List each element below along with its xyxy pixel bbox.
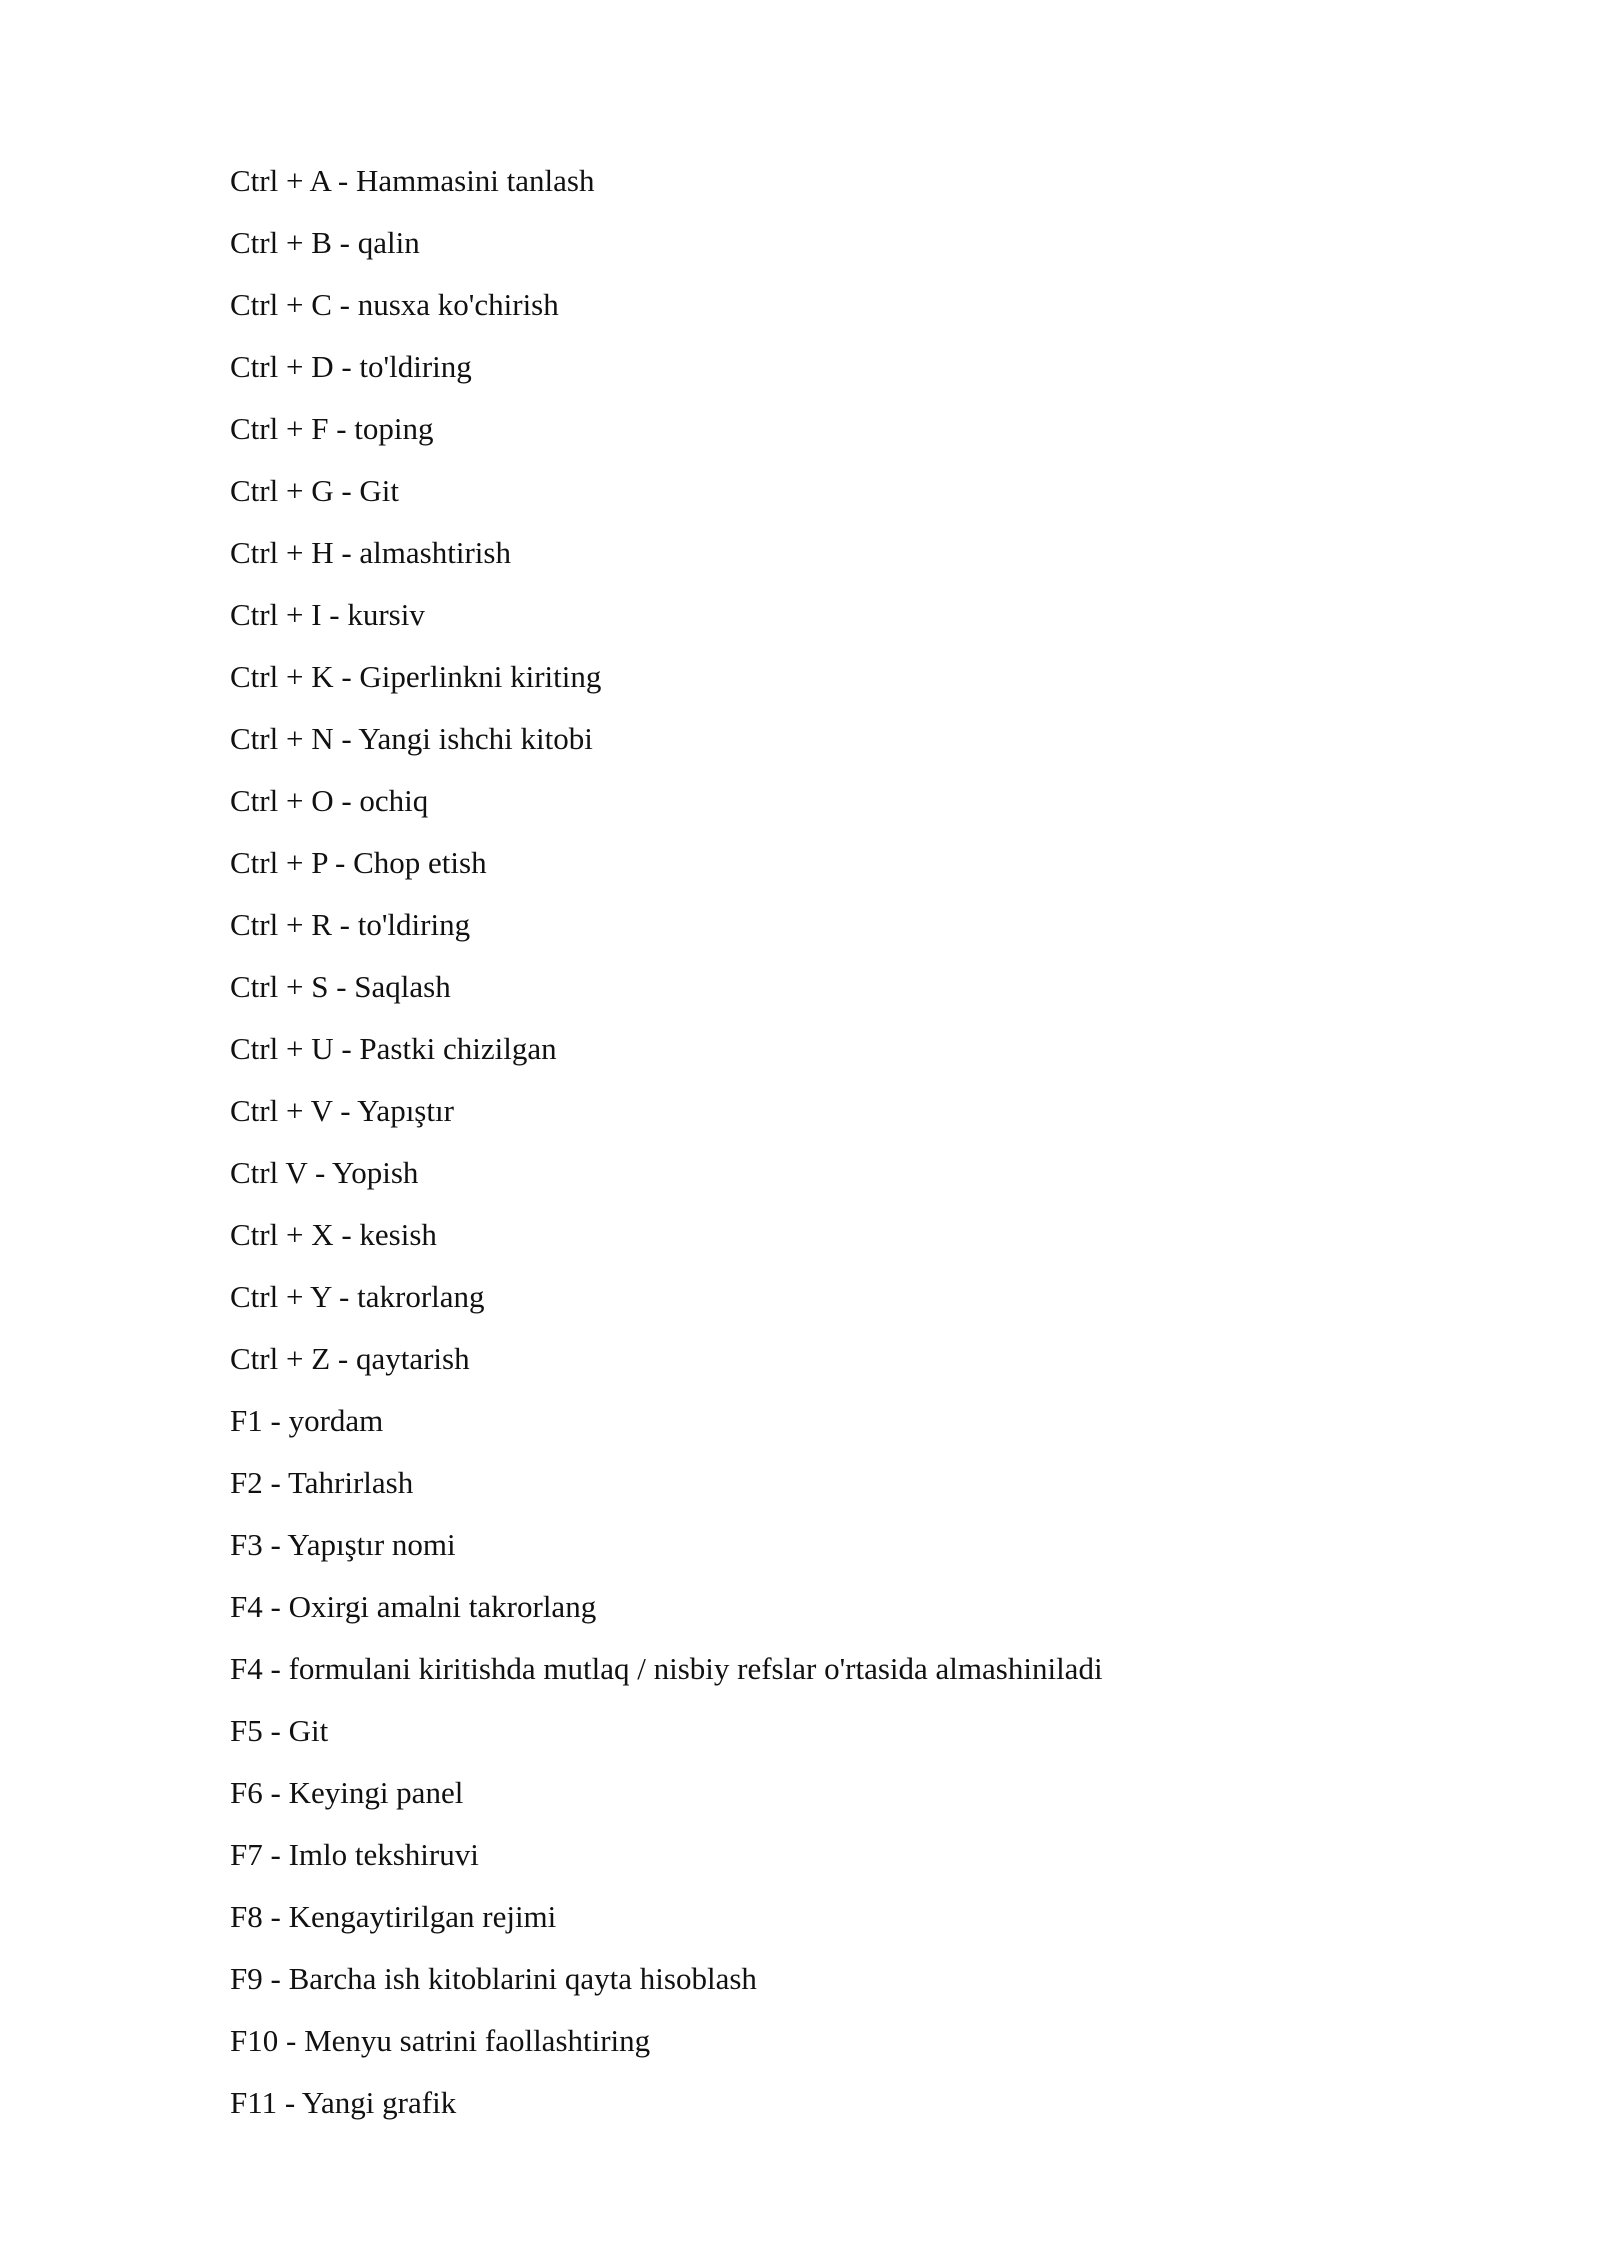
shortcut-line: F6 - Keyingi panel bbox=[230, 1775, 464, 1810]
shortcut-line: Ctrl + C - nusxa ko'chirish bbox=[230, 287, 559, 322]
shortcut-line: Ctrl V - Yopish bbox=[230, 1155, 419, 1190]
shortcut-line: F4 - Oxirgi amalni takrorlang bbox=[230, 1589, 597, 1624]
shortcut-line: F9 - Barcha ish kitoblarini qayta hisoblash bbox=[230, 1961, 757, 1996]
shortcut-line: F4 - formulani kiritishda mutlaq / nisbiy refslar o'rtasida almashiniladi bbox=[230, 1651, 1103, 1686]
shortcut-line: F11 - Yangi grafik bbox=[230, 2085, 457, 2120]
shortcut-line: Ctrl + H - almashtirish bbox=[230, 535, 511, 570]
shortcut-line: Ctrl + Y - takrorlang bbox=[230, 1279, 485, 1314]
shortcut-line: Ctrl + U - Pastki chizilgan bbox=[230, 1031, 557, 1066]
shortcut-line: Ctrl + P - Chop etish bbox=[230, 845, 487, 880]
shortcut-list bbox=[230, 150, 1103, 2134]
shortcut-line: Ctrl + V - Yapıştır bbox=[230, 1093, 454, 1128]
shortcut-line: Ctrl + N - Yangi ishchi kitobi bbox=[230, 721, 593, 756]
shortcut-line: Ctrl + F - toping bbox=[230, 411, 434, 446]
shortcut-line: F5 - Git bbox=[230, 1713, 329, 1748]
shortcut-line: Ctrl + I - kursiv bbox=[230, 597, 425, 632]
shortcut-line: Ctrl + S - Saqlash bbox=[230, 969, 451, 1004]
shortcut-line: F7 - Imlo tekshiruvi bbox=[230, 1837, 479, 1872]
shortcut-line: F1 - yordam bbox=[230, 1403, 384, 1438]
shortcut-line: F3 - Yapıştır nomi bbox=[230, 1527, 456, 1562]
shortcut-line: Ctrl + D - to'ldiring bbox=[230, 349, 472, 384]
shortcut-line: Ctrl + A - Hammasini tanlash bbox=[230, 163, 595, 198]
shortcut-line: Ctrl + O - ochiq bbox=[230, 783, 429, 818]
shortcut-line: F10 - Menyu satrini faollashtiring bbox=[230, 2023, 651, 2058]
shortcut-line: F2 - Tahrirlash bbox=[230, 1465, 414, 1500]
shortcut-line: Ctrl + X - kesish bbox=[230, 1217, 437, 1252]
shortcut-line: F8 - Kengaytirilgan rejimi bbox=[230, 1899, 557, 1934]
shortcut-line: Ctrl + K - Giperlinkni kiriting bbox=[230, 659, 602, 694]
shortcut-line: Ctrl + B - qalin bbox=[230, 225, 420, 260]
shortcut-line: Ctrl + Z - qaytarish bbox=[230, 1341, 470, 1376]
shortcut-line: Ctrl + G - Git bbox=[230, 473, 400, 508]
shortcut-line: Ctrl + R - to'ldiring bbox=[230, 907, 471, 942]
